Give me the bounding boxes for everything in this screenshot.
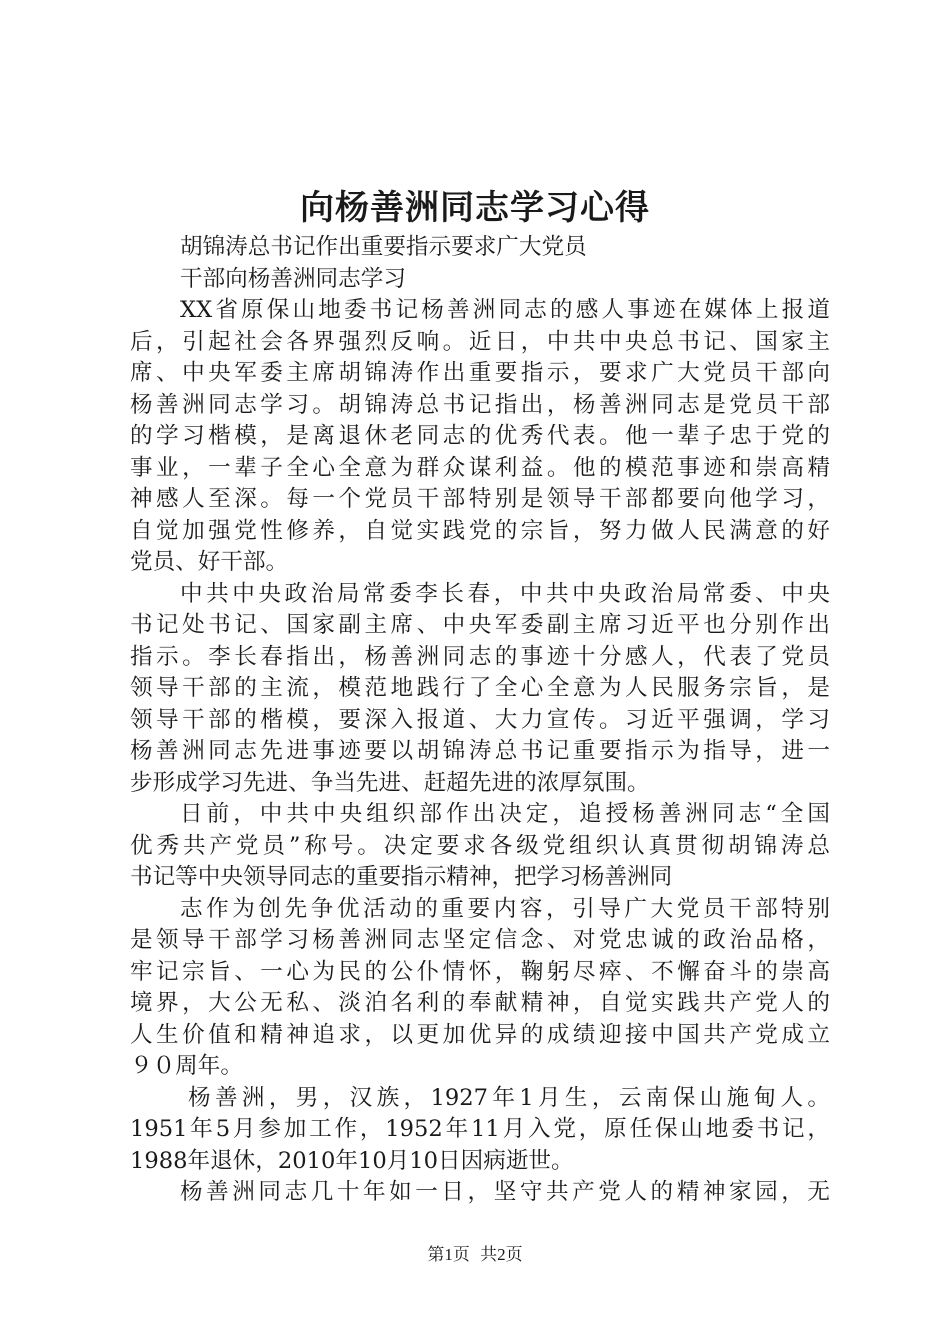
body-line: 干部向杨善洲同志学习 xyxy=(180,265,406,292)
body-line: 书记处书记、国家副主席、中央军委副主席习近平也分别作出 xyxy=(130,612,830,638)
body-line: 胡锦涛总书记作出重要指示要求广大党员 xyxy=(180,234,587,260)
body-line: XX省原保山地委书记杨善洲同志的感人事迹在媒体上报道 xyxy=(180,297,830,323)
body-line: 志作为创先争优活动的重要内容，引导广大党员干部特别 xyxy=(180,895,830,922)
body-line: 领导干部的主流，模范地践行了全心全意为人民服务宗旨，是 xyxy=(130,675,830,701)
page-footer xyxy=(0,1243,950,1267)
body-line: 后，引起社会各界强烈反响。近日，中共中央总书记、国家主 xyxy=(130,328,830,355)
body-line: 杨善洲同志几十年如一日，坚守共产党人的精神家园，无 xyxy=(180,1179,830,1205)
body-line: 境界，大公无私、淡泊名利的奉献精神，自觉实践共产党人的 xyxy=(130,990,830,1016)
body-line: 中共中央政治局常委李长春，中共中央政治局常委、中央 xyxy=(180,580,830,607)
body-line: 牢记宗旨、一心为民的公仆情怀，鞠躬尽瘁、不懈奋斗的崇高 xyxy=(130,958,830,985)
body-line: 席、中央军委主席胡锦涛作出重要指示，要求广大党员干部向 xyxy=(130,360,830,386)
body-line: 事业，一辈子全心全意为群众谋利益。他的模范事迹和崇高精 xyxy=(130,454,830,481)
body-line: 优秀共产党员”称号。决定要求各级党组织认真贯彻胡锦涛总 xyxy=(130,832,830,859)
body-line: 自觉加强党性修养，自觉实践党的宗旨，努力做人民满意的好 xyxy=(130,517,830,544)
body-line: 人生价值和精神追求，以更加优异的成绩迎接中国共产党成立 xyxy=(130,1021,830,1048)
body-line: 1951年5月参加工作，1952年11月入党，原任保山地委书记， xyxy=(130,1116,830,1142)
document-title: 向杨善洲同志学习心得 xyxy=(300,188,650,228)
body-line: 1988年退休，2010年10月10日因病逝世。 xyxy=(130,1147,574,1174)
body-line: ９０周年。 xyxy=(130,1053,243,1079)
body-line: 杨善洲，男，汉族，1927年1月生，云南保山施甸人。 xyxy=(188,1084,830,1111)
body-line: 的学习楷模，是离退休老同志的优秀代表。他一辈子忠于党的 xyxy=(130,423,830,449)
page-total: 共2页 xyxy=(480,1245,523,1264)
body-line: 步形成学习先进、争当先进、赶超先进的浓厚氛围。 xyxy=(130,769,650,796)
body-line: 指示。李长春指出，杨善洲同志的事迹十分感人，代表了党员 xyxy=(130,643,830,670)
body-line: 杨善洲同志先进事迹要以胡锦涛总书记重要指示为指导，进一 xyxy=(130,738,830,764)
body-line: 领导干部的楷模，要深入报道、大力宣传。习近平强调，学习 xyxy=(130,706,830,733)
body-line: 杨善洲同志学习。胡锦涛总书记指出，杨善洲同志是党员干部 xyxy=(130,391,830,418)
body-line: 神感人至深。每一个党员干部特别是领导干部都要向他学习， xyxy=(130,486,830,512)
page-number: 第1页 xyxy=(427,1245,470,1264)
body-line: 书记等中央领导同志的重要指示精神，把学习杨善洲同 xyxy=(130,864,673,890)
body-line: 党员、好干部。 xyxy=(130,549,289,575)
body-line: 日前，中共中央组织部作出决定，追授杨善洲同志“全国 xyxy=(180,801,830,827)
body-line: 是领导干部学习杨善洲同志坚定信念、对党忠诚的政治品格， xyxy=(130,927,830,953)
document-body xyxy=(130,232,830,1209)
